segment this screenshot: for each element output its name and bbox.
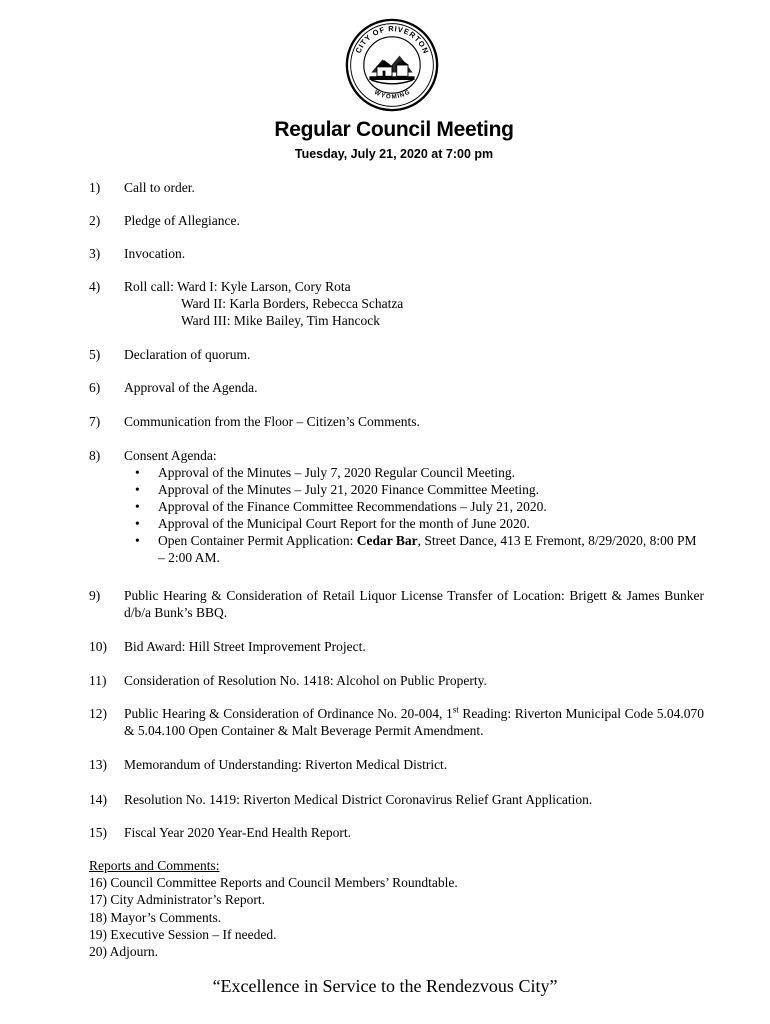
item-number: 10) [89,639,107,654]
item-text: Consideration of Resolution No. 1418: Alcohol on Public Property. [124,673,487,688]
roll-call [124,278,704,329]
city-seal-logo [345,18,439,112]
item-number: 4) [89,279,101,294]
item-number: 1) [89,180,101,195]
item-number: 2) [89,213,101,228]
roll-call-ward-2: Ward II: Karla Borders, Rebecca Schatza [181,296,404,311]
list-item: • Approval of the Municipal Court Report for the month of June 2020. [124,515,704,532]
list-item-text: , Street Dance, 413 E Fremont, 8/29/2020, 8:00 PM – 2:00 AM. [158,533,697,565]
footer-motto: “Excellence in Service to the Rendezvous City” [212,976,558,996]
item-number: 12) [89,706,107,721]
consent-agenda [124,447,704,566]
list-item: • Approval of the Finance Committee Recommendations – July 21, 2020. [124,498,704,515]
reports-heading: Reports and Comments: [89,858,220,873]
item-text: Communication from the Floor – Citizen’s Comments. [124,414,420,429]
list-item [124,532,704,566]
report-item-17: 17) City Administrator’s Report. [89,892,265,908]
item-text: Pledge of Allegiance. [124,213,240,228]
item-text: Consent Agenda: [124,448,217,463]
report-item-19: 19) Executive Session – If needed. [89,926,277,942]
item-number: 8) [89,448,101,463]
page-title: Regular Council Meeting [274,118,514,141]
consent-agenda-list [124,464,704,566]
item-number: 9) [89,588,101,603]
svg-text:WYOMING: WYOMING [373,88,412,101]
item-text: Resolution No. 1419: Riverton Medical District Coronavirus Relief Grant Application. [124,792,593,807]
reports-section [89,857,458,960]
item-text: Fiscal Year 2020 Year-End Health Report. [124,825,351,840]
svg-text:CITY OF RIVERTON: CITY OF RIVERTON [353,24,431,55]
item-text [124,705,704,739]
item-number: 5) [89,347,101,362]
item-number: 3) [89,246,101,261]
item-text: Declaration of quorum. [124,347,251,362]
meeting-date: Tuesday, July 21, 2020 at 7:00 pm [294,147,494,161]
item-number: 6) [89,380,101,395]
list-item-text: Open Container Permit Application: [158,533,357,548]
item-number: 11) [89,673,107,688]
list-item: • Approval of the Minutes – July 21, 2020 Finance Committee Meeting. [124,481,704,498]
item-text: Memorandum of Understanding: Riverton Medical District. [124,757,448,772]
report-item-20: 20) Adjourn. [89,944,158,960]
roll-call-ward-3: Ward III: Mike Bailey, Tim Hancock [181,313,380,328]
report-item-16: 16) Council Committee Reports and Council Members’ Roundtable. [89,875,458,891]
roll-call-ward-1: Roll call: Ward I: Kyle Larson, Cory Rota [124,279,351,294]
report-item-18: 18) Mayor’s Comments. [89,909,222,925]
item-text: Approval of the Agenda. [124,380,258,395]
item-text-part: Reading: Riverton Municipal Code 5.04.070 & 5.04.100 Open Container & Malt Beverage Permit Amendment. [124,706,704,738]
item-number: 7) [89,414,101,429]
item-text: Bid Award: Hill Street Improvement Project. [124,639,366,654]
item-text-part: Public Hearing & Consideration of Ordinance No. 20-004, 1 [124,706,453,721]
business-name: Cedar Bar [356,533,418,548]
item-text: Call to order. [124,180,195,195]
list-item: • Approval of the Minutes – July 7, 2020 Regular Council Meeting. [124,464,704,481]
item-number: 15) [89,825,107,840]
ordinal-suffix: st [452,704,459,715]
item-text: Public Hearing & Consideration of Retail Liquor License Transfer of Location: Brigett & James Bunker d/b/a Bunk’s BBQ. [124,588,704,620]
item-text: Invocation. [124,246,186,261]
item-number: 13) [89,757,107,772]
item-number: 14) [89,792,107,807]
